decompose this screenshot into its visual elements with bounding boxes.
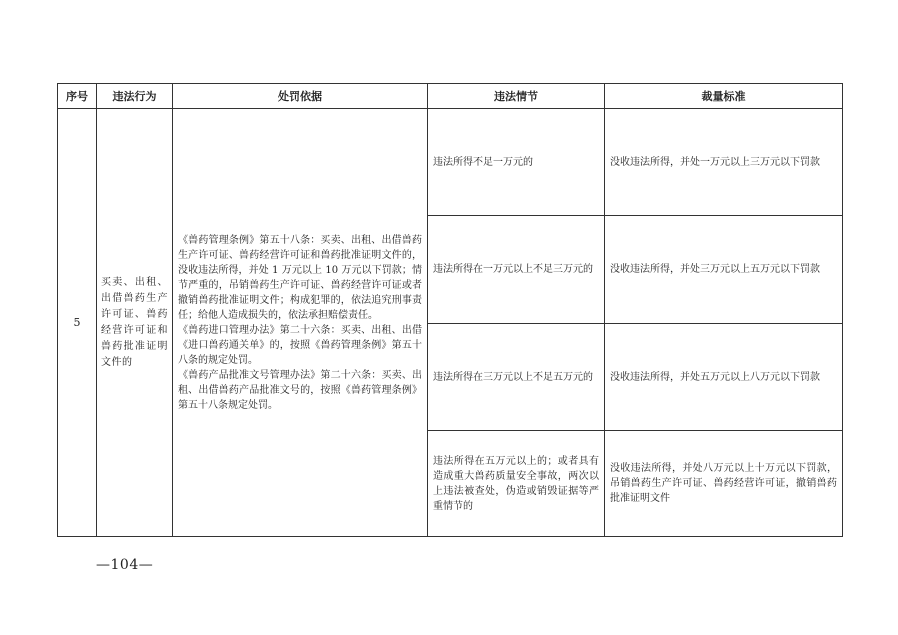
header-basis: 处罚依据: [173, 84, 428, 109]
table-header-row: [58, 84, 843, 109]
penalty-standard-table: [57, 83, 843, 537]
penalty-basis: [173, 109, 428, 537]
standard-cell: 没收违法所得，并处五万元以上八万元以下罚款: [605, 324, 843, 431]
basis-paragraph: 《兽药产品批准文号管理办法》第二十六条：买卖、出租、出借兽药产品批准文号的，按照《兽药管理条例》第五十八条规定处罚。: [178, 369, 422, 411]
header-violation: 违法行为: [97, 84, 173, 109]
standard-cell: 没收违法所得，并处三万元以上五万元以下罚款: [605, 216, 843, 324]
circumstance-cell: 违法所得在五万元以上的；或者具有造成重大兽药质量安全事故，两次以上违法被查处，伪造或销毁证据等严重情节的: [428, 431, 605, 537]
standard-cell: 没收违法所得，并处一万元以上三万元以下罚款: [605, 109, 843, 216]
circumstance-cell: 违法所得在一万元以上不足三万元的: [428, 216, 605, 324]
circumstance-cell: 违法所得不足一万元的: [428, 109, 605, 216]
circumstance-cell: 违法所得在三万元以上不足五万元的: [428, 324, 605, 431]
header-standard: 裁量标准: [605, 84, 843, 109]
page-number: —104—: [96, 557, 154, 573]
violation-act: 买卖、出租、出借兽药生产许可证、兽药经营许可证和兽药批准证明文件的: [97, 109, 173, 537]
header-seq: 序号: [58, 84, 97, 109]
basis-paragraph: 《兽药管理条例》第五十八条：买卖、出租、出借兽药生产许可证、兽药经营许可证和兽药批准证明文件的，没收违法所得，并处 1 万元以上 10 万元以下罚款；情节严重的，吊销兽药生产许可证、兽药经营许可证或者撤销兽药批准证明文件；构成犯罪的，依法追究刑事责任；给他人造成损失的，依法承担赔偿责任。: [178, 234, 422, 321]
table-row: [58, 109, 843, 216]
header-circumstance: 违法情节: [428, 84, 605, 109]
standard-cell: 没收违法所得，并处八万元以上十万元以下罚款，吊销兽药生产许可证、兽药经营许可证，撤销兽药批准证明文件: [605, 431, 843, 537]
seq-number: 5: [58, 109, 97, 537]
basis-paragraph: 《兽药进口管理办法》第二十六条：买卖、出租、出借《进口兽药通关单》的，按照《兽药管理条例》第五十八条的规定处罚。: [178, 324, 422, 366]
